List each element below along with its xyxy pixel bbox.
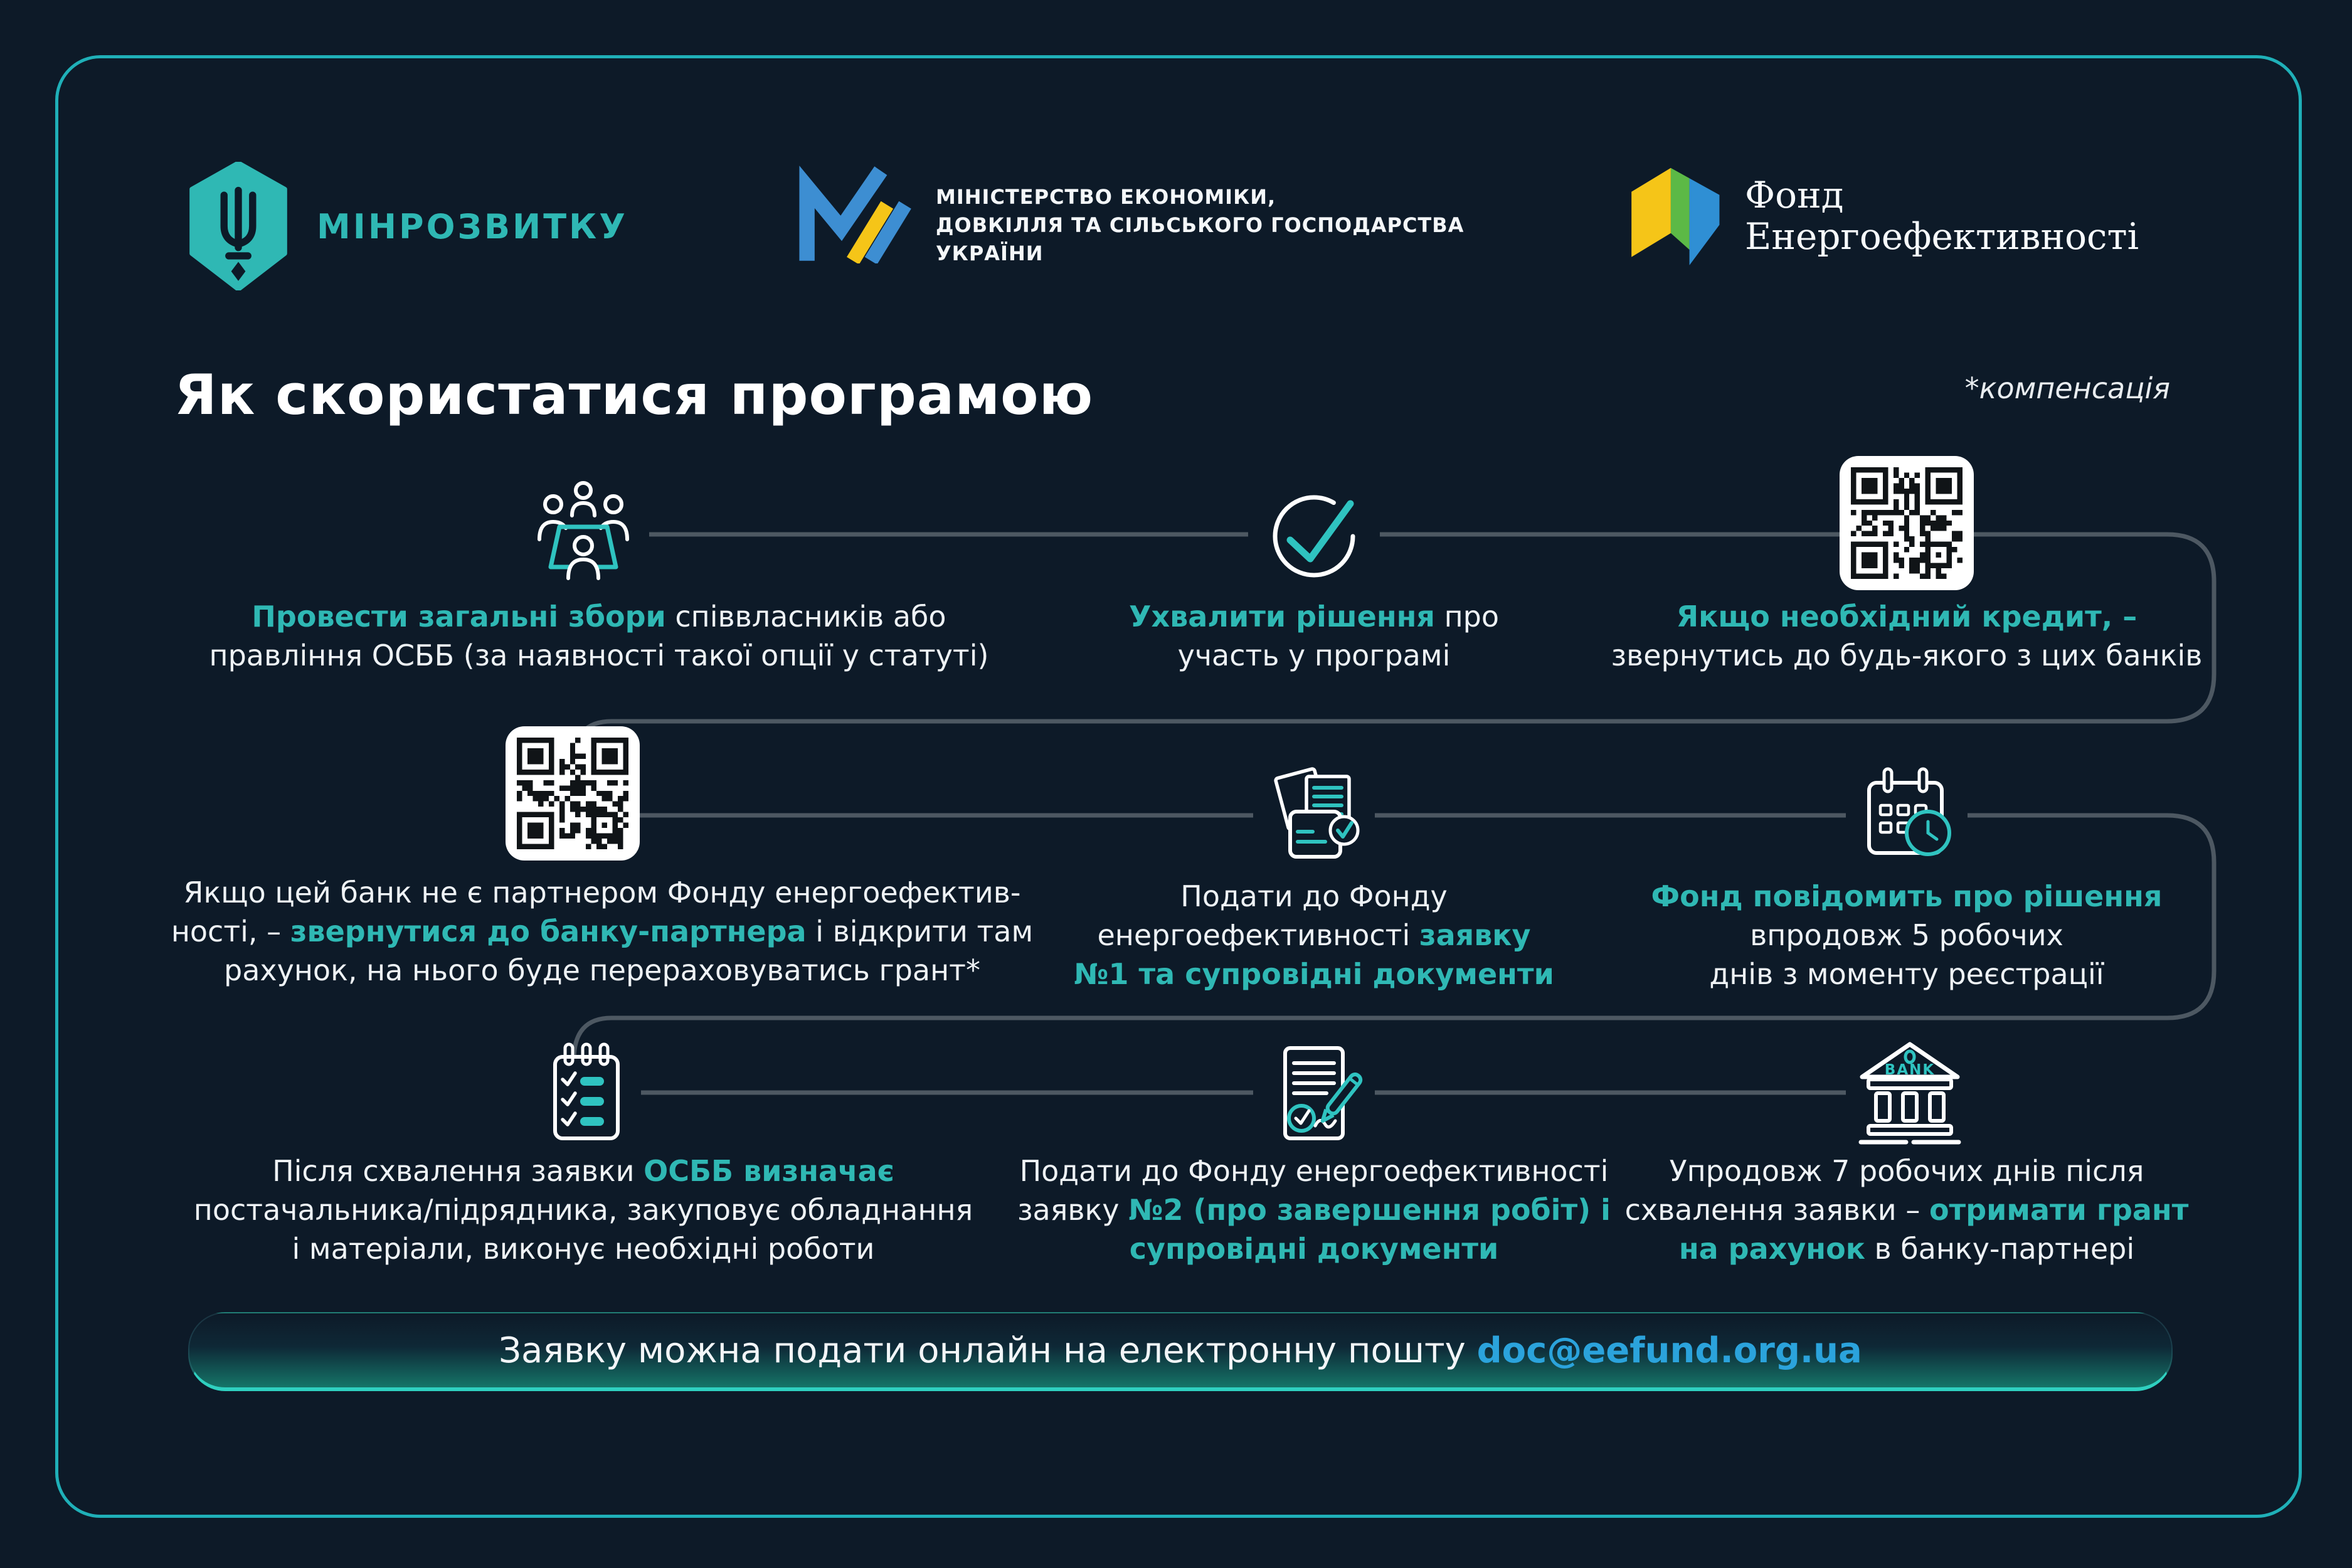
ministry-name-line3: УКРАЇНИ xyxy=(936,241,1044,265)
step-9-text: Упродовж 7 робочих днів після схвалення заявки – отримати грант на рахунок в банку-партнері xyxy=(1624,1154,2189,1266)
step-6-text: Фонд повідомить про рішення впродовж 5 робочих днів з моменту реєстрації xyxy=(1651,879,2163,991)
meeting-icon xyxy=(521,472,646,603)
documents-icon xyxy=(1258,759,1370,872)
minrozvytku-label: МІНРОЗВИТКУ xyxy=(317,207,628,246)
partner-bank-qr-code-icon xyxy=(506,726,640,861)
page-title: Як скористатися програмою xyxy=(174,363,1094,427)
step-3-text: Якщо необхідний кредит, – звернутись до будь-якого з цих банків xyxy=(1611,600,2203,672)
checklist-icon xyxy=(530,1038,643,1151)
bank-sign-label: BANK xyxy=(1884,1062,1936,1078)
check-circle-icon xyxy=(1258,480,1370,593)
ministry-name-line1: МІНІСТЕРСТВО ЕКОНОМІКИ, xyxy=(936,185,1276,209)
compensation-footnote: *компенсація xyxy=(1964,371,2170,405)
bank-icon xyxy=(1853,1038,1966,1151)
step-4-text: Якщо цей банк не є партнером Фонду енергоефектив- ності, – звернутися до банку-партнера і відкрити там рахунок, на нього буде перераховуватись грант* xyxy=(171,876,1034,987)
step-8-text: Подати до Фонду енергоефективності заявку №2 (про завершення робіт) і супровідні документи xyxy=(1017,1154,1611,1266)
step-1-text: Провести загальні збори співвласників або правління ОСББ (за наявності такої опції у статуті) xyxy=(209,600,989,672)
step-5-text: Подати до Фонду енергоефективності заявку №1 та супровідні документи xyxy=(1074,879,1554,991)
ministry-name-line2: ДОВКІЛЛЯ ТА СІЛЬСЬКОГО ГОСПОДАРСТВА xyxy=(936,213,1465,237)
energy-fund-name-line1: Фонд xyxy=(1745,174,1844,216)
step-7-text: Після схвалення заявки ОСББ визначає постачальника/підрядника, закуповує обладнання і матеріали, виконує необхідні роботи xyxy=(193,1154,973,1266)
step-2-text: Ухвалити рішення про участь у програмі xyxy=(1128,600,1499,672)
online-application-banner xyxy=(188,1312,2173,1391)
signed-document-icon xyxy=(1258,1038,1370,1151)
calendar-clock-icon xyxy=(1850,759,1963,872)
energy-fund-name-line2: Енергоефективності xyxy=(1745,215,2139,258)
banks-qr-code-icon xyxy=(1840,456,1974,590)
footer-prefix: Заявку можна подати онлайн на електронну пошту xyxy=(499,1330,1477,1371)
footer-text xyxy=(499,1330,1862,1371)
footer-email-link[interactable]: doc@eefund.org.ua xyxy=(1476,1330,1862,1371)
